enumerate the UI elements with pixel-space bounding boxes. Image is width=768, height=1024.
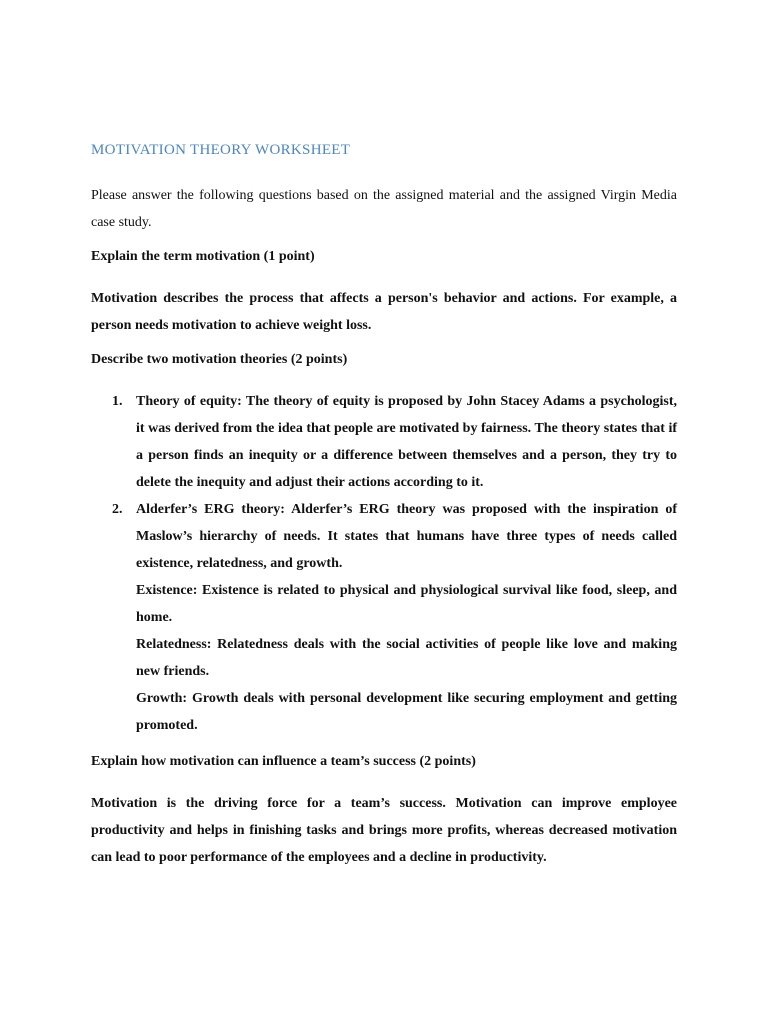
existence-text: Existence: Existence is related to physical and physiological survival like food, sleep, and home.: [136, 583, 677, 625]
question-3-heading: Explain how motivation can influence a team’s success (2 points): [91, 754, 476, 769]
list-item: [91, 388, 677, 496]
page-title: MOTIVATION THEORY WORKSHEET: [91, 142, 351, 158]
worksheet-page: [91, 140, 677, 882]
list-item: [91, 496, 677, 739]
list-number: 2.: [112, 502, 123, 517]
relatedness-text: Relatedness: Relatedness deals with the social activities of people like love and making new friends.: [136, 637, 677, 679]
equity-theory-text: Theory of equity: The theory of equity is proposed by John Stacey Adams a psychologist, it was derived from the idea that people are motivated by fairness. The theory states that if a person finds an inequity or a difference between themselves and a person, they try to delete the inequity and adjust their actions according to it.: [136, 394, 677, 490]
question-1-answer: Motivation describes the process that affects a person's behavior and actions. For example, a person needs motivation to achieve weight loss.: [91, 291, 677, 333]
erg-theory-text: Alderfer’s ERG theory: Alderfer’s ERG theory was proposed with the inspiration of Maslow’s hierarchy of needs. It states that humans have three types of needs called existence, relatedness, and growth.: [136, 502, 677, 571]
intro-paragraph: Please answer the following questions based on the assigned material and the assigned Virgin Media case study.: [91, 188, 677, 230]
theories-list: [91, 388, 677, 739]
question-1-heading: Explain the term motivation (1 point): [91, 249, 315, 264]
list-number: 1.: [112, 394, 123, 409]
question-3-answer: Motivation is the driving force for a team’s success. Motivation can improve employee productivity and helps in finishing tasks and brings more profits, whereas decreased motivation can lead to poor performance of the employees and a decline in productivity.: [91, 796, 677, 865]
growth-text: Growth: Growth deals with personal development like securing employment and getting promoted.: [136, 691, 677, 733]
question-2-heading: Describe two motivation theories (2 points): [91, 352, 348, 367]
